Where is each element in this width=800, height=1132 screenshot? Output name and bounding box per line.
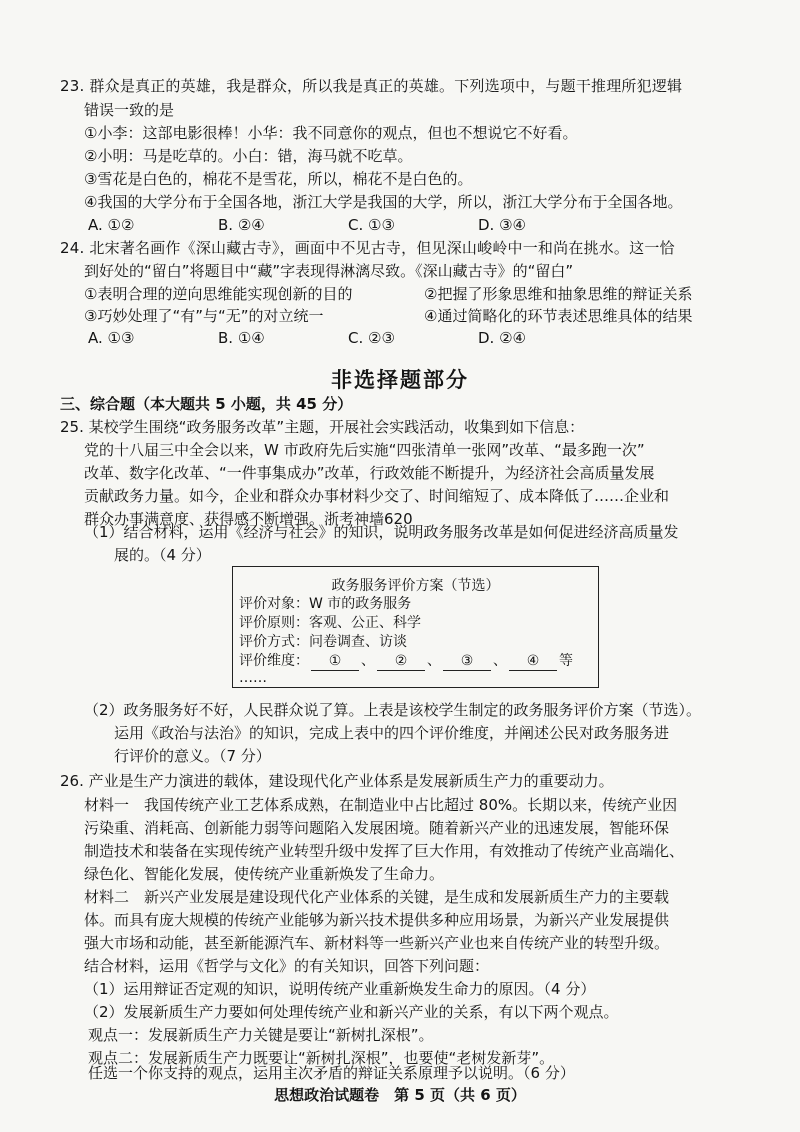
q25-part1-line1: （1）结合材料，运用《经济与社会》的知识，说明政务服务改革是如何促进经济高质量发	[84, 523, 679, 541]
dimension-blank-3[interactable]: ③	[443, 652, 491, 671]
q24-option-d[interactable]: D. ②④	[478, 329, 526, 347]
page-footer: 思想政治试题卷 第 5 页（共 6 页）	[274, 1086, 526, 1104]
q25-part2-line1: （2）政务服务好不好，人民群众说了算。上表是该校学生制定的政务服务评价方案（节选）。	[84, 701, 702, 719]
q26-viewpoint-2: 观点二：发展新质生产力既要让“新树扎深根”，也要使“老树发新芽”。	[88, 1049, 555, 1067]
evaluation-principle: 评价原则：客观、公正、科学	[239, 615, 421, 631]
q23-option-c[interactable]: C. ①③	[348, 216, 395, 234]
q23-statement-1: ①小李：这部电影很棒！小华：我不同意你的观点，但也不想说它不好看。	[84, 124, 578, 142]
q24-statement-1: ①表明合理的逆向思维能实现创新的目的	[84, 285, 353, 303]
q23-stem-line1: 23. 群众是真正的英雄，我是群众，所以我是真正的英雄。下列选项中，与题干推理所犯逻辑	[60, 77, 683, 95]
q23-statement-2: ②小明：马是吃草的。小白：错，海马就不吃草。	[84, 147, 413, 165]
q25-part2-line2: 运用《政治与法治》的知识，完成上表中的四个评价维度，并阐述公民对政务服务进	[114, 724, 670, 742]
evaluation-object: 评价对象：W 市的政务服务	[239, 596, 412, 612]
evaluation-method: 评价方式：问卷调查、访谈	[239, 634, 407, 650]
evaluation-plan-title: 政务服务评价方案（节选）	[331, 578, 500, 594]
q26-part1: （1）运用辩证否定观的知识，说明传统产业重新焕发生命力的原因。（4 分）	[84, 980, 596, 998]
q24-option-c[interactable]: C. ②③	[348, 329, 395, 347]
dimension-end: 等	[559, 653, 573, 669]
dimension-blank-1[interactable]: ①	[311, 652, 359, 671]
dimension-separator: 、	[427, 653, 441, 669]
q24-stem-line2: 到好处的“留白”将题目中“藏”字表现得淋漓尽致。《深山藏古寺》的“留白”	[84, 262, 574, 280]
q24-option-b[interactable]: B. ①④	[218, 329, 265, 347]
q24-statements-row1	[84, 284, 764, 304]
q24-statement-2: ②把握了形象思维和抽象思维的辩证关系	[424, 285, 693, 303]
q24-statement-4: ④通过简略化的环节表述思维具体的结果	[424, 307, 693, 325]
dimension-blank-4[interactable]: ④	[509, 652, 557, 671]
dimension-separator: 、	[361, 653, 375, 669]
evaluation-dimension-label: 评价维度：	[239, 653, 309, 669]
q23-options	[88, 215, 608, 235]
q23-option-a[interactable]: A. ①②	[88, 216, 135, 234]
q26-intro: 26. 产业是生产力演进的载体，建设现代化产业体系是发展新质生产力的重要动力。	[60, 772, 614, 790]
q26-material2-line1: 材料二 新兴产业发展是建设现代化产业体系的关键，是生成和发展新质生产力的主要载	[84, 888, 670, 906]
q24-options	[88, 328, 608, 348]
q26-material1-line3: 制造技术和装备在实现传统产业转型升级中发挥了巨大作用，有效推动了传统产业高端化、	[84, 842, 685, 860]
q26-material1-line2: 污染重、消耗高、创新能力弱等问题陷入发展困境。随着新兴产业的迅速发展，智能环保	[84, 819, 670, 837]
q25-material-line4: 群众办事满意度、获得感不断增强。浙考神墙620	[84, 510, 413, 528]
q26-material1-line4: 绿色化、智能化发展，使传统产业重新焕发了生命力。	[84, 865, 445, 883]
q26-viewpoint-1: 观点一：发展新质生产力关键是要让“新树扎深根”。	[88, 1026, 434, 1044]
q24-stem-line1: 24. 北宋著名画作《深山藏古寺》，画面中不见古寺，但见深山峻岭中一和尚在挑水。这一恰	[60, 239, 675, 257]
q23-option-b[interactable]: B. ②④	[218, 216, 265, 234]
q25-material-line3: 贡献政务力量。如今，企业和群众办事材料少交了、时间缩短了、成本降低了……企业和	[84, 487, 670, 505]
q25-part1-line2: 展的。（4 分）	[114, 546, 211, 564]
q25-material-line2: 改革、数字化改革、“一件事集成办”改革，行政效能不断提升，为经济社会高质量发展	[84, 464, 655, 482]
q24-statements-row2	[84, 306, 764, 326]
q23-option-d[interactable]: D. ③④	[478, 216, 526, 234]
part3-heading: 三、综合题（本大题共 5 小题，共 45 分）	[60, 395, 353, 413]
q25-part2-line3: 行评价的意义。（7 分）	[114, 747, 271, 765]
q23-statement-3: ③雪花是白色的，棉花不是雪花，所以，棉花不是白色的。	[84, 170, 473, 188]
q24-statement-3: ③巧妙处理了“有”与“无”的对立统一	[84, 307, 324, 325]
dimension-blank-2[interactable]: ②	[377, 652, 425, 671]
q26-material1-line1: 材料一 我国传统产业工艺体系成熟，在制造业中占比超过 80%。长期以来，传统产业因	[84, 796, 678, 814]
q26-ask: 结合材料，运用《哲学与文化》的有关知识，回答下列问题：	[84, 957, 490, 975]
q26-material2-line2: 体。而具有庞大规模的传统产业能够为新兴技术提供多种应用场景，为新兴产业发展提供	[84, 911, 670, 929]
evaluation-plan-table	[232, 566, 599, 688]
evaluation-dimensions	[239, 652, 573, 671]
q26-material2-line3: 强大市场和动能，甚至新能源汽车、新材料等一些新兴产业也来自传统产业的转型升级。	[84, 934, 670, 952]
q24-option-a[interactable]: A. ①③	[88, 329, 135, 347]
q26-part2: （2）发展新质生产力要如何处理传统产业和新兴产业的关系，有以下两个观点。	[84, 1003, 619, 1021]
q26-task: 任选一个你支持的观点，运用主次矛盾的辩证关系原理予以说明。（6 分）	[88, 1064, 575, 1082]
dimension-separator: 、	[493, 653, 507, 669]
q25-material-line1: 党的十八届三中全会以来，W 市政府先后实施“四张清单一张网”改革、“最多跑一次”	[84, 441, 645, 459]
section-title: 非选择题部分	[331, 368, 469, 392]
evaluation-ellipsis: ……	[239, 670, 267, 686]
q23-statement-4: ④我国的大学分布于全国各地，浙江大学是我国的大学，所以，浙江大学分布于全国各地。	[84, 193, 683, 211]
q25-intro: 25. 某校学生围绕“政务服务改革”主题，开展社会实践活动，收集到如下信息：	[60, 418, 585, 436]
q23-stem-line2: 错误一致的是	[84, 101, 175, 119]
